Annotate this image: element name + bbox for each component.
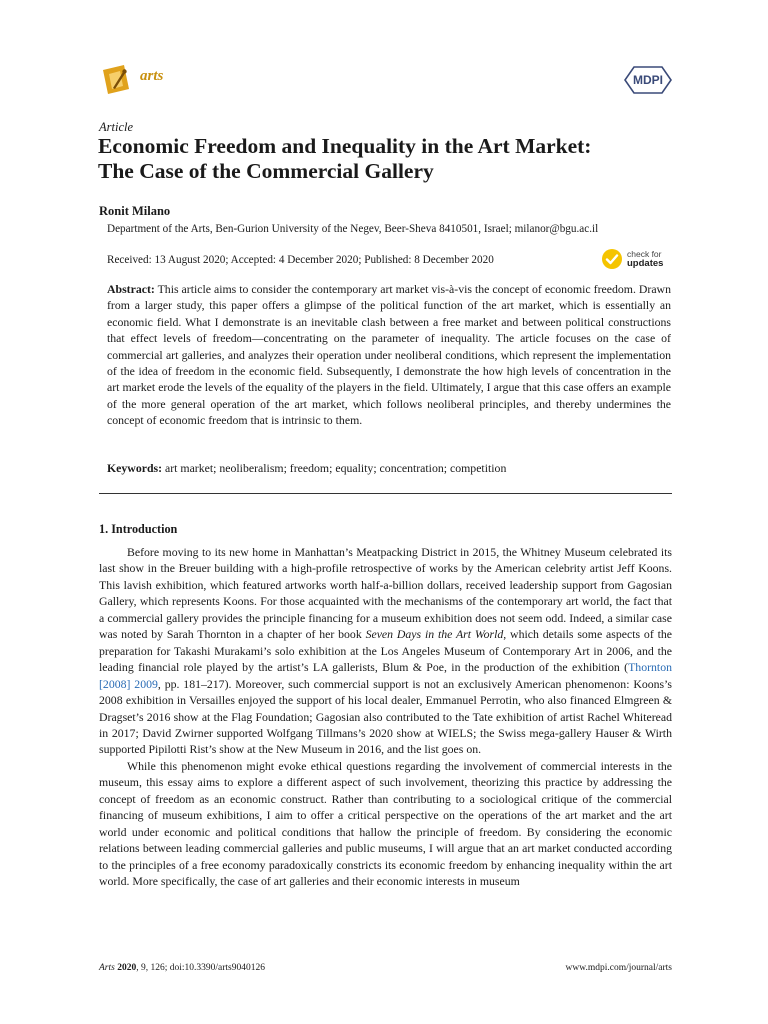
check-for-updates-badge[interactable] <box>601 246 673 272</box>
body-text <box>99 544 672 890</box>
arts-logo-icon <box>100 62 132 96</box>
abstract-label: Abstract: <box>107 282 155 296</box>
paragraph-2: While this phenomenon might evoke ethical questions regarding the involvement of commercial interests in the museum, this essay aims to explore a different aspect of such involvement, theorizing this practice by addressing the concept of freedom as an economic construct. Rather than contributing to a sociological critique of the commercial financing of museum exhibitions, I aim to offer a critical perspective on the operations of the art market and the art world under economic and political conditions that hallow the principle of freedom. By considering the economic relations between leading commercial galleries and public museums, I will argue that an art market conducted according to the principles of a free economy paradoxically constricts its economic freedom by enhancing inequality within the art world. More specifically, the case of art galleries and their economic interests in museum <box>99 758 672 889</box>
author-name: Ronit Milano <box>99 204 171 218</box>
paragraph-1-part-b: , which details some aspects of the preparation for Takashi Murakami’s solo exhibition at the Los Angeles Museum of Contemporary Art in 2006, and the leading financial role played by the artist’s LA gallerists, Blum & Poe, in the production of the exhibition ( <box>99 627 672 675</box>
citation-link[interactable]: Thornton [2008] 2009 <box>99 660 672 691</box>
publisher-logo <box>624 66 672 94</box>
keywords <box>107 460 671 476</box>
paragraph-1-part-a: Before moving to its new home in Manhattan’s Meatpacking District in 2015, the Whitney Museum celebrated its last show in the Breuer building with a high-profile retrospective of works by the American celebrity artist Jeff Koons. This lavish exhibition, which featured artworks worth half-a-billion dollars, received leadership support from Gagosian Gallery, which represents Koons. For those acquainted with the mechanisms of the contemporary art world, the fact that a commercial gallery provides the principle financing for a museum exhibition does not seem odd. Indeed, a similar case was noted by Sarah Thornton in a chapter of her book <box>99 545 672 642</box>
article-title <box>98 134 678 184</box>
section-heading: 1. Introduction <box>99 522 178 536</box>
article-type: Article <box>99 120 134 134</box>
title-line-1: Economic Freedom and Inequality in the Art Market: <box>98 134 592 158</box>
footer-journal: Arts <box>99 963 115 973</box>
paragraph-1 <box>99 544 672 758</box>
keywords-label: Keywords: <box>107 461 163 475</box>
paragraph-1-part-c: , pp. 181–217). Moreover, such commercial support is not an exclusively American phenomenon: Koons’s 2008 exhibition in Versailles enjoyed the support of his local dealer, Emmanuel Perrotin, who also financed Elmgreen & Dragset’s 2016 show at the Flag Foundation; Gagosian also contributed to the Tate exhibition of artist Rachel Whiteread in 2017; David Zwirner supported Wolfgang Tillmans’s 2020 show at WIELS; the Swiss mega-gallery Hauser & Wirth supported Pipilotti Rist’s show at the New Museum in 2016, and the list goes on. <box>99 676 673 757</box>
footer-year: 2020 <box>117 963 137 973</box>
journal-logo <box>100 62 163 96</box>
publisher-name: MDPI <box>633 73 663 87</box>
check-updates-label <box>627 250 663 268</box>
section-divider <box>99 493 672 494</box>
footer-doi: , 9, 126; doi:10.3390/arts9040126 <box>136 963 265 973</box>
page-header <box>100 62 672 102</box>
publication-dates: Received: 13 August 2020; Accepted: 4 December 2020; Published: 8 December 2020 <box>107 254 494 266</box>
check-updates-line-2: updates <box>627 258 664 269</box>
footer-citation <box>99 963 265 973</box>
author-affiliation: Department of the Arts, Ben-Gurion University of the Negev, Beer-Sheva 8410501, Israel; milanor@bgu.ac.il <box>107 223 599 235</box>
book-title: Seven Days in the Art World <box>365 627 504 642</box>
check-updates-icon <box>601 248 623 270</box>
journal-name: arts <box>140 67 164 84</box>
abstract <box>107 281 671 429</box>
title-line-2: The Case of the Commercial Gallery <box>98 159 434 183</box>
footer-url[interactable]: www.mdpi.com/journal/arts <box>565 963 672 973</box>
check-updates-line-1: check for <box>627 249 662 259</box>
abstract-text: This article aims to consider the contemporary art market vis-à-vis the concept of economic freedom. Drawn from a larger study, this paper offers a glimpse of the political function of the art market, which is essentially an economic field. What I demonstrate is an inevitable clash between a free market and between political constructions that effect levels of freedom—concentrating on the parameter of inequality. The article focuses on the case of commercial art galleries, and analyzes their operation under neoliberal conditions, which represent the implementation of the idea of freedom in the economic field. Subsequently, I demonstrate the how high levels of concentration in the art market erode the levels of the equality of the players in the field. Ultimately, I argue that this case offers an example of the more general operation of the art market, which follows neoliberal principles, and thereby undermines the concept of economic freedom that is intrinsic to them. <box>107 282 671 428</box>
keywords-text: art market; neoliberalism; freedom; equality; concentration; competition <box>165 461 507 475</box>
